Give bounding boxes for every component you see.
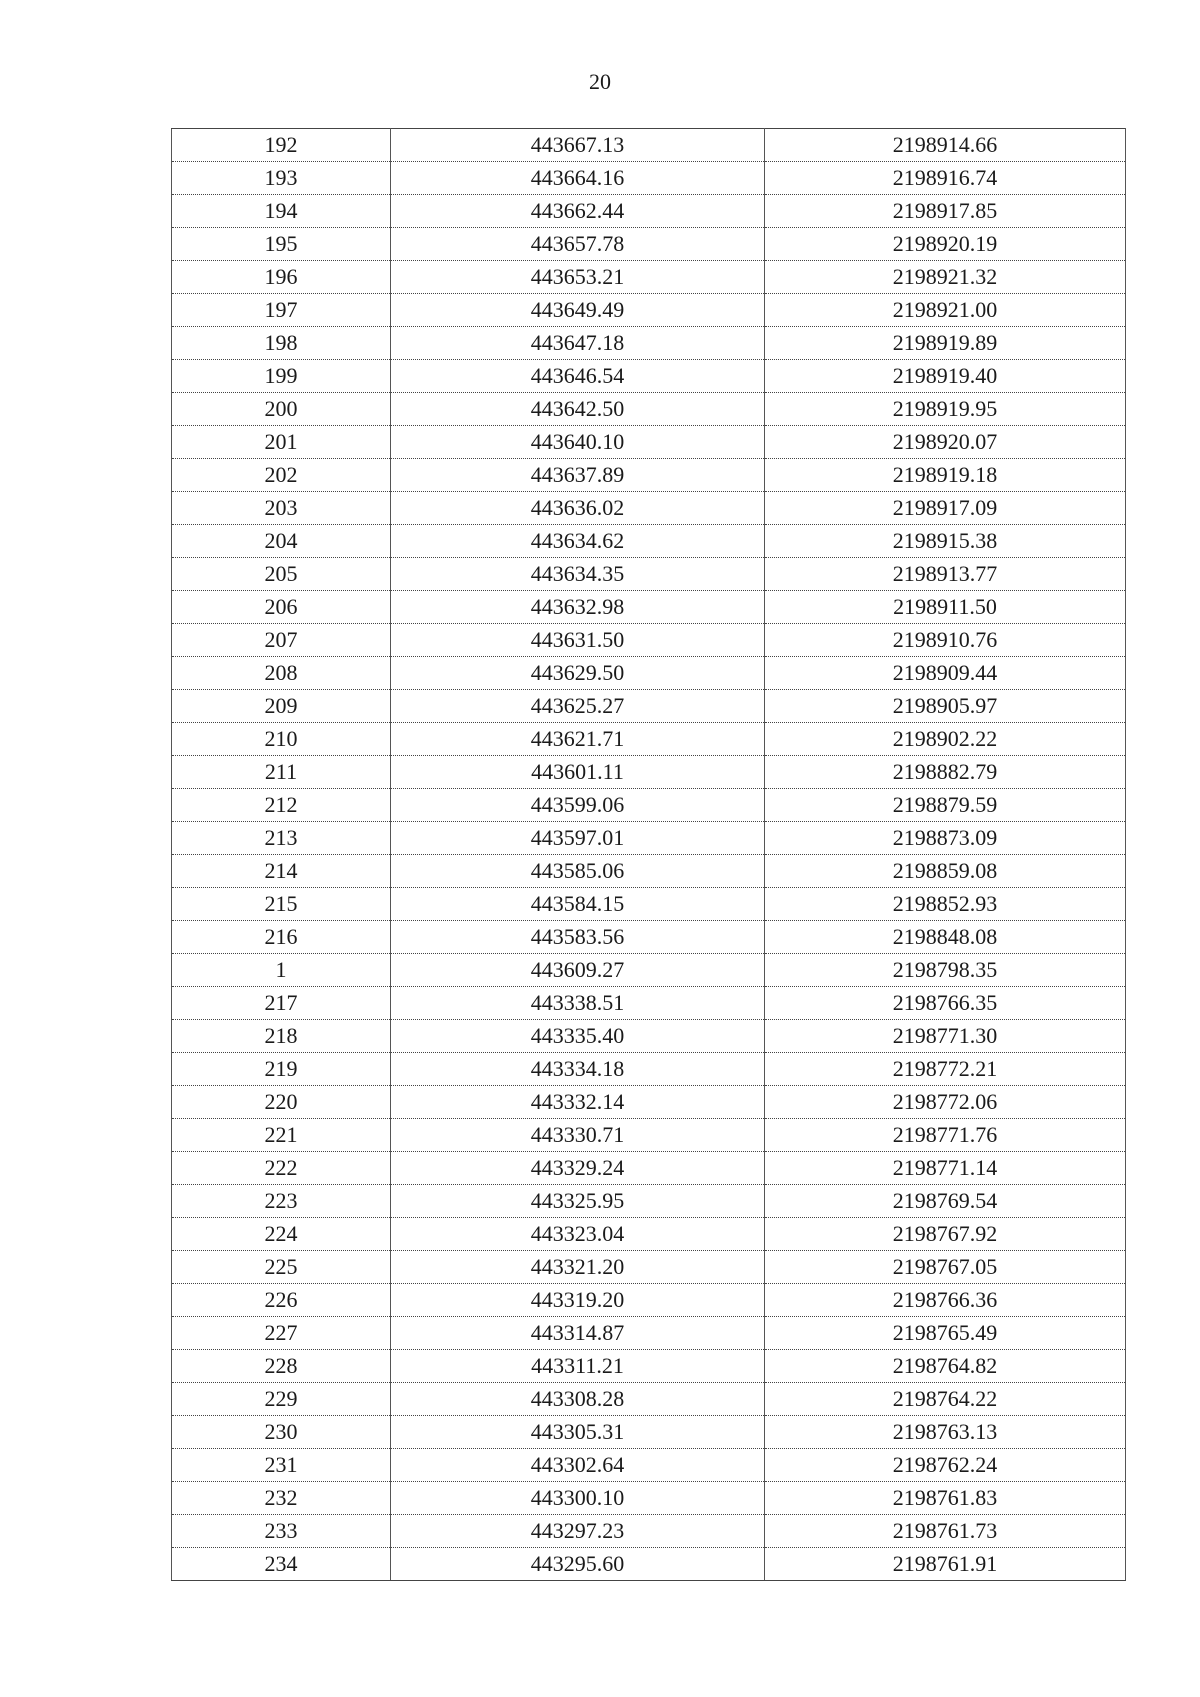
table-row (172, 723, 1126, 756)
x-coordinate-cell: 443646.54 (391, 360, 765, 393)
y-coordinate-cell: 2198761.83 (765, 1482, 1126, 1515)
y-coordinate-cell: 2198914.66 (765, 129, 1126, 162)
table-row (172, 1350, 1126, 1383)
x-coordinate-cell: 443636.02 (391, 492, 765, 525)
table-row (172, 822, 1126, 855)
x-coordinate-cell: 443632.98 (391, 591, 765, 624)
table-row (172, 228, 1126, 261)
y-coordinate-cell: 2198915.38 (765, 525, 1126, 558)
x-coordinate-cell: 443597.01 (391, 822, 765, 855)
table-row (172, 1251, 1126, 1284)
y-coordinate-cell: 2198771.76 (765, 1119, 1126, 1152)
table-row (172, 1416, 1126, 1449)
x-coordinate-cell: 443295.60 (391, 1548, 765, 1581)
table-row (172, 1152, 1126, 1185)
point-number-cell: 201 (172, 426, 391, 459)
table-row (172, 261, 1126, 294)
table-row (172, 624, 1126, 657)
x-coordinate-cell: 443653.21 (391, 261, 765, 294)
x-coordinate-cell: 443609.27 (391, 954, 765, 987)
y-coordinate-cell: 2198771.30 (765, 1020, 1126, 1053)
point-number-cell: 205 (172, 558, 391, 591)
table-row (172, 690, 1126, 723)
point-number-cell: 206 (172, 591, 391, 624)
table-row (172, 327, 1126, 360)
point-number-cell: 229 (172, 1383, 391, 1416)
table-row (172, 558, 1126, 591)
x-coordinate-cell: 443634.62 (391, 525, 765, 558)
x-coordinate-cell: 443319.20 (391, 1284, 765, 1317)
table-row (172, 492, 1126, 525)
table-row (172, 129, 1126, 162)
table-row (172, 1218, 1126, 1251)
x-coordinate-cell: 443662.44 (391, 195, 765, 228)
table-row (172, 1086, 1126, 1119)
point-number-cell: 202 (172, 459, 391, 492)
page-number: 20 (589, 69, 611, 94)
y-coordinate-cell: 2198919.40 (765, 360, 1126, 393)
x-coordinate-cell: 443334.18 (391, 1053, 765, 1086)
x-coordinate-cell: 443330.71 (391, 1119, 765, 1152)
y-coordinate-cell: 2198921.00 (765, 294, 1126, 327)
y-coordinate-cell: 2198920.07 (765, 426, 1126, 459)
y-coordinate-cell: 2198761.91 (765, 1548, 1126, 1581)
point-number-cell: 215 (172, 888, 391, 921)
y-coordinate-cell: 2198873.09 (765, 822, 1126, 855)
table-row (172, 1317, 1126, 1350)
y-coordinate-cell: 2198763.13 (765, 1416, 1126, 1449)
point-number-cell: 212 (172, 789, 391, 822)
point-number-cell: 228 (172, 1350, 391, 1383)
point-number-cell: 192 (172, 129, 391, 162)
x-coordinate-cell: 443657.78 (391, 228, 765, 261)
x-coordinate-cell: 443321.20 (391, 1251, 765, 1284)
point-number-cell: 193 (172, 162, 391, 195)
x-coordinate-cell: 443637.89 (391, 459, 765, 492)
table-row (172, 459, 1126, 492)
y-coordinate-cell: 2198767.92 (765, 1218, 1126, 1251)
x-coordinate-cell: 443585.06 (391, 855, 765, 888)
table-row (172, 888, 1126, 921)
table-row (172, 1548, 1126, 1581)
table-row (172, 1383, 1126, 1416)
x-coordinate-cell: 443302.64 (391, 1449, 765, 1482)
point-number-cell: 213 (172, 822, 391, 855)
table-row (172, 954, 1126, 987)
y-coordinate-cell: 2198798.35 (765, 954, 1126, 987)
point-number-cell: 203 (172, 492, 391, 525)
table-row (172, 657, 1126, 690)
y-coordinate-cell: 2198919.89 (765, 327, 1126, 360)
point-number-cell: 234 (172, 1548, 391, 1581)
table-row (172, 525, 1126, 558)
y-coordinate-cell: 2198769.54 (765, 1185, 1126, 1218)
x-coordinate-cell: 443323.04 (391, 1218, 765, 1251)
y-coordinate-cell: 2198859.08 (765, 855, 1126, 888)
table-row (172, 426, 1126, 459)
point-number-cell: 207 (172, 624, 391, 657)
point-number-cell: 226 (172, 1284, 391, 1317)
y-coordinate-cell: 2198921.32 (765, 261, 1126, 294)
y-coordinate-cell: 2198910.76 (765, 624, 1126, 657)
point-number-cell: 199 (172, 360, 391, 393)
y-coordinate-cell: 2198909.44 (765, 657, 1126, 690)
point-number-cell: 209 (172, 690, 391, 723)
point-number-cell: 200 (172, 393, 391, 426)
y-coordinate-cell: 2198766.36 (765, 1284, 1126, 1317)
table-row (172, 1284, 1126, 1317)
x-coordinate-cell: 443621.71 (391, 723, 765, 756)
y-coordinate-cell: 2198882.79 (765, 756, 1126, 789)
y-coordinate-cell: 2198765.49 (765, 1317, 1126, 1350)
table-row (172, 195, 1126, 228)
table-row (172, 987, 1126, 1020)
x-coordinate-cell: 443642.50 (391, 393, 765, 426)
y-coordinate-cell: 2198916.74 (765, 162, 1126, 195)
y-coordinate-cell: 2198767.05 (765, 1251, 1126, 1284)
x-coordinate-cell: 443601.11 (391, 756, 765, 789)
x-coordinate-cell: 443335.40 (391, 1020, 765, 1053)
y-coordinate-cell: 2198902.22 (765, 723, 1126, 756)
x-coordinate-cell: 443625.27 (391, 690, 765, 723)
table-row (172, 921, 1126, 954)
table-row (172, 1053, 1126, 1086)
x-coordinate-cell: 443634.35 (391, 558, 765, 591)
x-coordinate-cell: 443332.14 (391, 1086, 765, 1119)
x-coordinate-cell: 443329.24 (391, 1152, 765, 1185)
x-coordinate-cell: 443629.50 (391, 657, 765, 690)
table-row (172, 162, 1126, 195)
table-row (172, 1119, 1126, 1152)
coordinates-table (171, 128, 1126, 1581)
y-coordinate-cell: 2198772.06 (765, 1086, 1126, 1119)
point-number-cell: 217 (172, 987, 391, 1020)
y-coordinate-cell: 2198905.97 (765, 690, 1126, 723)
y-coordinate-cell: 2198761.73 (765, 1515, 1126, 1548)
x-coordinate-cell: 443297.23 (391, 1515, 765, 1548)
y-coordinate-cell: 2198762.24 (765, 1449, 1126, 1482)
x-coordinate-cell: 443667.13 (391, 129, 765, 162)
x-coordinate-cell: 443584.15 (391, 888, 765, 921)
y-coordinate-cell: 2198764.82 (765, 1350, 1126, 1383)
point-number-cell: 227 (172, 1317, 391, 1350)
table-row (172, 393, 1126, 426)
point-number-cell: 225 (172, 1251, 391, 1284)
x-coordinate-cell: 443311.21 (391, 1350, 765, 1383)
point-number-cell: 1 (172, 954, 391, 987)
y-coordinate-cell: 2198917.09 (765, 492, 1126, 525)
table-row (172, 591, 1126, 624)
y-coordinate-cell: 2198913.77 (765, 558, 1126, 591)
y-coordinate-cell: 2198879.59 (765, 789, 1126, 822)
point-number-cell: 194 (172, 195, 391, 228)
y-coordinate-cell: 2198766.35 (765, 987, 1126, 1020)
point-number-cell: 230 (172, 1416, 391, 1449)
point-number-cell: 231 (172, 1449, 391, 1482)
x-coordinate-cell: 443325.95 (391, 1185, 765, 1218)
x-coordinate-cell: 443640.10 (391, 426, 765, 459)
point-number-cell: 195 (172, 228, 391, 261)
x-coordinate-cell: 443649.49 (391, 294, 765, 327)
point-number-cell: 208 (172, 657, 391, 690)
point-number-cell: 196 (172, 261, 391, 294)
point-number-cell: 198 (172, 327, 391, 360)
x-coordinate-cell: 443308.28 (391, 1383, 765, 1416)
y-coordinate-cell: 2198920.19 (765, 228, 1126, 261)
x-coordinate-cell: 443300.10 (391, 1482, 765, 1515)
table-row (172, 1482, 1126, 1515)
point-number-cell: 214 (172, 855, 391, 888)
y-coordinate-cell: 2198848.08 (765, 921, 1126, 954)
y-coordinate-cell: 2198771.14 (765, 1152, 1126, 1185)
x-coordinate-cell: 443583.56 (391, 921, 765, 954)
point-number-cell: 197 (172, 294, 391, 327)
table-row (172, 855, 1126, 888)
table-row (172, 360, 1126, 393)
y-coordinate-cell: 2198917.85 (765, 195, 1126, 228)
table-row (172, 1449, 1126, 1482)
table-row (172, 1020, 1126, 1053)
table-row (172, 789, 1126, 822)
point-number-cell: 233 (172, 1515, 391, 1548)
x-coordinate-cell: 443305.31 (391, 1416, 765, 1449)
y-coordinate-cell: 2198919.18 (765, 459, 1126, 492)
point-number-cell: 224 (172, 1218, 391, 1251)
point-number-cell: 211 (172, 756, 391, 789)
y-coordinate-cell: 2198772.21 (765, 1053, 1126, 1086)
point-number-cell: 218 (172, 1020, 391, 1053)
x-coordinate-cell: 443338.51 (391, 987, 765, 1020)
y-coordinate-cell: 2198911.50 (765, 591, 1126, 624)
point-number-cell: 204 (172, 525, 391, 558)
table-row (172, 1185, 1126, 1218)
table-row (172, 1515, 1126, 1548)
x-coordinate-cell: 443664.16 (391, 162, 765, 195)
point-number-cell: 222 (172, 1152, 391, 1185)
point-number-cell: 210 (172, 723, 391, 756)
x-coordinate-cell: 443599.06 (391, 789, 765, 822)
x-coordinate-cell: 443314.87 (391, 1317, 765, 1350)
point-number-cell: 219 (172, 1053, 391, 1086)
point-number-cell: 223 (172, 1185, 391, 1218)
table-row (172, 756, 1126, 789)
point-number-cell: 216 (172, 921, 391, 954)
point-number-cell: 221 (172, 1119, 391, 1152)
y-coordinate-cell: 2198919.95 (765, 393, 1126, 426)
table-row (172, 294, 1126, 327)
y-coordinate-cell: 2198764.22 (765, 1383, 1126, 1416)
coordinates-table-body (172, 129, 1126, 1581)
point-number-cell: 220 (172, 1086, 391, 1119)
point-number-cell: 232 (172, 1482, 391, 1515)
y-coordinate-cell: 2198852.93 (765, 888, 1126, 921)
x-coordinate-cell: 443647.18 (391, 327, 765, 360)
x-coordinate-cell: 443631.50 (391, 624, 765, 657)
